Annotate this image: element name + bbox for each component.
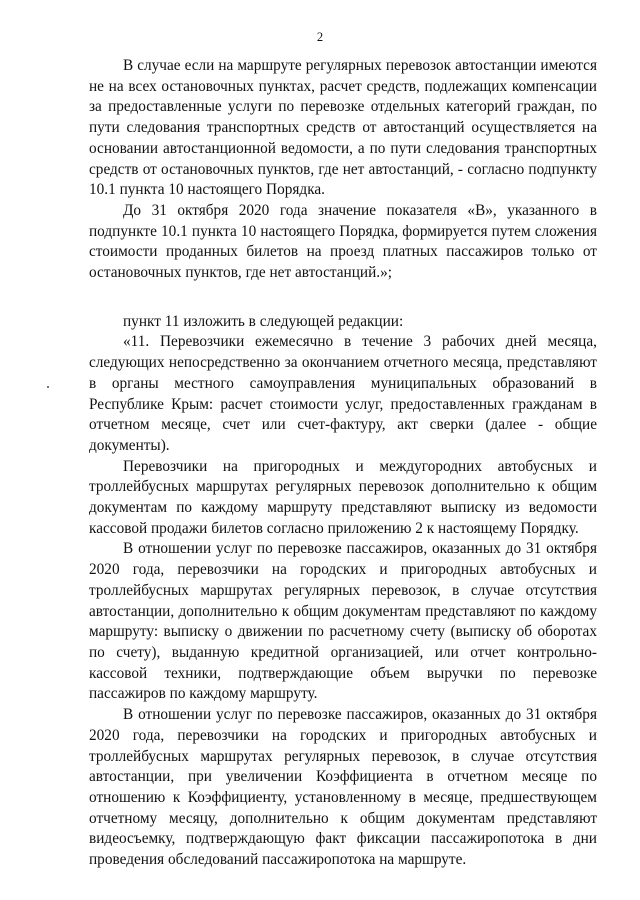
paragraph-clause-11: «11. Перевозчики ежемесячно в течение 3 рабочих дней месяца, следующих непосредственно за окончанием отчетного месяца, представляют в органы местного самоуправления муниципальных образований в Республике Крым: расчет стоимости услуг, предоставленных гражданам в отчетном месяце, счет или счет-фактуру, акт сверки (далее - общие документы). (89, 333, 597, 454)
paragraph-services-before-oct-2020-b: В отношении услуг по перевозке пассажиров, оказанных до 31 октября 2020 года, перевозчики на городских и пригородных автобусных и троллейбусных маршрутах регулярных перевозок, в случае отсутствия автостанции, при увеличении Коэффициента в отчетном месяце по отношению к Коэффициенту, установленному в месяце, предшествующем отчетному месяцу, дополнительно к общим документам представляют видеосъемку, подтверждающую факт фиксации пассажиропотока в дни проведения обследований пассажиропотока на маршруте. (89, 706, 597, 869)
page-number: 2 (316, 30, 324, 44)
document-body (89, 56, 597, 871)
paragraph-bus-stations: В случае если на маршруте регулярных перевозок автостанции имеются не на всех остановочных пунктах, расчет средств, подлежащих компенсации за предоставленные услуги по перевозке отдельных категорий граждан, по пути следования транспортных средств от автостанций осуществляется на основании автостанционной ведомости, а по пути следования транспортных средств от остановочных пунктов, где нет автостанций, - согласно подпункту 10.1 пункта 10 настоящего Порядка. (89, 57, 597, 199)
paragraph-services-before-oct-2020-a: В отношении услуг по перевозке пассажиров, оказанных до 31 октября 2020 года, перевозчики на городских и пригородных автобусных и троллейбусных маршрутах регулярных перевозок, в случае отсутствия автостанции, дополнительно к общим документам представляют по каждому маршруту: выписку о движении по расчетному счету (выписку об оборотах по счету), выданную кредитной организацией, или отчет контрольно-кассовой техники, подтверждающие объем выручки по перевозке пассажиров по каждому маршруту. (89, 540, 597, 703)
paragraph-indicator-b: До 31 октября 2020 года значение показателя «В», указанного в подпункте 10.1 пункта 10 настоящего Порядка, формируется путем сложения стоимости проданных билетов на проезд платных пассажиров только от остановочных пунктов, где нет автостанций.»; (89, 201, 597, 282)
paragraph-clause-11-intro: пункт 11 изложить в следующей редакции: (123, 312, 404, 330)
paragraph-gap (89, 284, 597, 312)
paragraph-suburban-carriers: Перевозчики на пригородных и междугородних автобусных и троллейбусных маршрутах регулярных перевозок дополнительно к общим документам по каждому маршруту представляют выписку из ведомости кассовой продажи билетов согласно приложению 2 к настоящему Порядку. (89, 457, 597, 537)
scan-speck (47, 386, 49, 388)
